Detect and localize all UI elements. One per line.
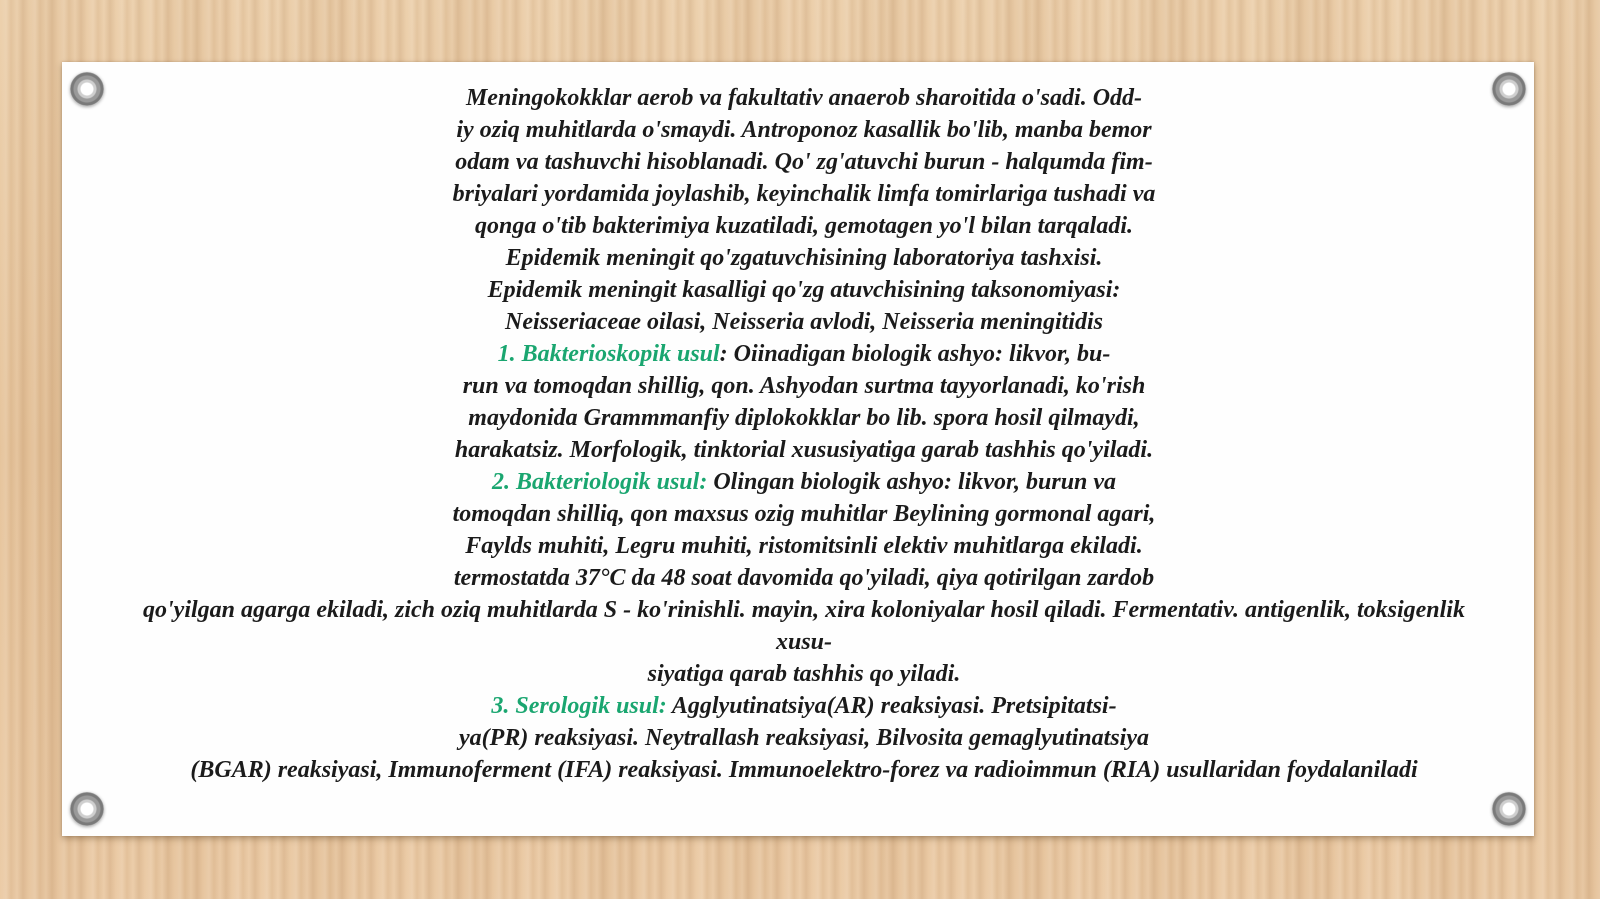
method2-first-line-text: Olingan biologik ashyo: likvor, burun va <box>707 469 1117 495</box>
method3-first-line <box>132 690 1476 722</box>
text-line: briyalari yordamida joylashib, keyinchalik limfa tomirlariga tushadi va <box>452 181 1156 207</box>
screw-icon <box>1492 792 1526 826</box>
text-line: tomoqdan shilliq, qon maxsus ozig muhitlar Beylining gormonal agari, <box>452 501 1156 527</box>
method1-first-line <box>132 338 1476 370</box>
text-line: (BGAR) reaksiyasi, Immunoferment (IFA) reaksiyasi. Immunoelektro-forez va radioimmun (RIA) usullaridan foydalaniladi <box>190 757 1418 783</box>
text-line: ya(PR) reaksiyasi. Neytrallash reaksiyasi, Bilvosita gemaglyutinatsiya <box>459 725 1149 751</box>
screw-icon <box>70 792 104 826</box>
text-line: qonga o'tib bakterimiya kuzatiladi, gemotagen yo'l bilan tarqaladi. <box>474 213 1134 239</box>
text-line: Faylds muhiti, Legru muhiti, ristomitsinli elektiv muhitlarga ekiladi. <box>465 533 1143 559</box>
screw-icon <box>70 72 104 106</box>
text-line: Epidemik meningit kasalligi qo'zg atuvchisining taksonomiyasi: <box>487 277 1121 303</box>
text-line-long: qo'yilgan agarga ekiladi, zich oziq muhitlarda S - ko'rinishli. mayin, xira koloniyalar hosil qiladi. Fermentativ. antigenlik, toksigenlik xusu- <box>143 597 1465 655</box>
method1-first-line-text: : Oiinadigan biologik ashyo: likvor, bu- <box>719 341 1111 367</box>
text-line: Neisseriaceae oilasi, Neisseria avlodi, Neisseria meningitidis <box>505 309 1103 335</box>
text-line: termostatda 37°C da 48 soat davomida qo'yiladi, qiya qotirilgan zardob <box>453 565 1155 591</box>
method3-first-line-text: Agglyutinatsiya(AR) reaksiyasi. Pretsipitatsi- <box>666 693 1117 719</box>
text-line: harakatsiz. Morfologik, tinktorial xususiyatiga garab tashhis qo'yiladi. <box>454 437 1154 463</box>
text-line: run va tomoqdan shillig, qon. Ashyodan surtma tayyorlanadi, ko'rish <box>462 373 1146 399</box>
method3-heading: 3. Serologik usul: <box>491 693 667 719</box>
text-line: Meningokokklar aerob va fakultativ anaerob sharoitida o'sadi. Odd- <box>465 85 1143 111</box>
slide-board <box>62 62 1534 836</box>
slide-text <box>132 82 1476 786</box>
text-line: odam va tashuvchi hisoblanadi. Qo' zg'atuvchi burun - halqumda fim- <box>455 149 1153 175</box>
method2-first-line <box>132 466 1476 498</box>
text-line: iy oziq muhitlarda o'smaydi. Antroponoz kasallik bo'lib, manba bemor <box>456 117 1152 143</box>
text-line: siyatiga qarab tashhis qo yiladi. <box>647 661 961 687</box>
method1-heading: 1. Bakterioskopik usul <box>497 341 720 367</box>
screw-icon <box>1492 72 1526 106</box>
method2-heading: 2. Bakteriologik usul: <box>491 469 708 495</box>
text-line: maydonida Grammmanfiy diplokokklar bo lib. spora hosil qilmaydi, <box>468 405 1140 431</box>
text-line: Epidemik meningit qo'zgatuvchisining laboratoriya tashxisi. <box>505 245 1103 271</box>
